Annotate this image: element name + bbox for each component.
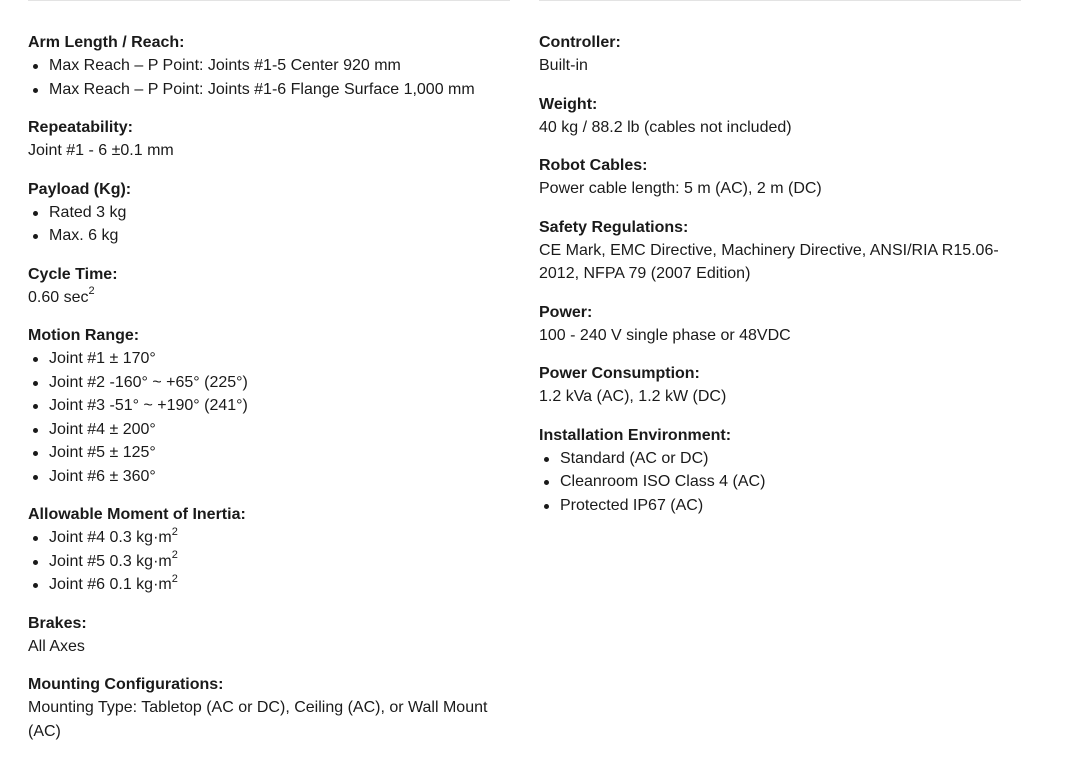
superscript: 2	[171, 549, 178, 562]
top-divider	[28, 0, 510, 1]
spec-robot-cables	[539, 154, 1021, 201]
superscript: 2	[171, 525, 178, 538]
list-item: Joint #1 ± 170°	[28, 347, 510, 371]
inertia-value: Joint #6 0.1 kg·m	[49, 576, 172, 593]
spec-list	[28, 347, 510, 488]
spec-value: Built-in	[539, 57, 588, 74]
spec-payload	[28, 178, 510, 248]
list-item: Joint #5 ± 125°	[28, 441, 510, 465]
list-item: Joint #2 -160° ~ +65° (225°)	[28, 371, 510, 395]
list-item: Max Reach – P Point: Joints #1-6 Flange Surface 1,000 mm	[28, 78, 510, 102]
inertia-value: Joint #5 0.3 kg·m	[49, 552, 172, 570]
list-item: Standard (AC or DC)	[539, 447, 1021, 471]
cycle-time-value: 0.60 sec	[28, 288, 89, 306]
list-item: Rated 3 kg	[28, 201, 510, 225]
spec-moment-of-inertia	[28, 503, 510, 597]
spec-title: Power:	[539, 303, 593, 321]
spec-title: Safety Regulations:	[539, 218, 689, 236]
list-item	[28, 550, 510, 574]
spec-value: Power cable length: 5 m (AC), 2 m (DC)	[539, 180, 822, 197]
spec-power-consumption	[539, 362, 1021, 409]
spec-title: Weight:	[539, 95, 598, 113]
list-item	[28, 573, 510, 597]
spec-title: Power Consumption:	[539, 365, 700, 382]
spec-value: Mounting Type: Tabletop (AC or DC), Ceiling (AC), or Wall Mount (AC)	[28, 699, 488, 740]
spec-title: Repeatability:	[28, 119, 133, 136]
spec-list	[28, 526, 510, 597]
list-item: Joint #3 -51° ~ +190° (241°)	[28, 394, 510, 418]
spec-list	[539, 447, 1021, 518]
list-item: Protected IP67 (AC)	[539, 494, 1021, 518]
spec-title: Installation Environment:	[539, 426, 732, 444]
spec-repeatability	[28, 116, 510, 163]
spec-power	[539, 301, 1021, 348]
spec-value	[28, 286, 510, 310]
footnote-marker: 2	[88, 285, 95, 298]
spec-value: 100 - 240 V single phase or 48VDC	[539, 326, 791, 344]
left-column	[28, 0, 510, 758]
spec-title: Motion Range:	[28, 327, 140, 344]
spec-value: All Axes	[28, 637, 85, 655]
spec-value: 40 kg / 88.2 lb (cables not included)	[539, 118, 792, 136]
right-column	[539, 0, 1021, 532]
superscript: 2	[171, 572, 178, 585]
spec-title: Brakes:	[28, 614, 87, 632]
spec-controller	[539, 31, 1021, 78]
spec-safety-regulations	[539, 216, 1021, 286]
spec-cycle-time	[28, 263, 510, 310]
spec-mounting	[28, 673, 510, 743]
spec-title: Cycle Time:	[28, 265, 118, 283]
spec-title: Payload (Kg):	[28, 180, 132, 198]
list-item: Cleanroom ISO Class 4 (AC)	[539, 470, 1021, 494]
spec-title: Mounting Configurations:	[28, 676, 224, 693]
spec-list	[28, 201, 510, 248]
list-item: Joint #4 ± 200°	[28, 418, 510, 442]
spec-value: CE Mark, EMC Directive, Machinery Directive, ANSI/RIA R15.06-2012, NFPA 79 (2007 Edition)	[539, 241, 999, 282]
top-divider	[539, 0, 1021, 1]
spec-arm-length	[28, 31, 510, 101]
spec-title: Arm Length / Reach:	[28, 34, 185, 51]
list-item: Max. 6 kg	[28, 224, 510, 248]
list-item	[28, 526, 510, 550]
spec-brakes	[28, 612, 510, 659]
spec-value: Joint #1 - 6 ±0.1 mm	[28, 142, 174, 159]
spec-installation-environment	[539, 424, 1021, 518]
inertia-value: Joint #4 0.3 kg·m	[49, 529, 172, 546]
spec-weight	[539, 93, 1021, 140]
list-item: Joint #6 ± 360°	[28, 465, 510, 489]
spec-motion-range	[28, 324, 510, 488]
spec-value: 1.2 kVa (AC), 1.2 kW (DC)	[539, 388, 727, 405]
spec-title: Controller:	[539, 34, 621, 51]
spec-title: Robot Cables:	[539, 157, 648, 174]
spec-list	[28, 54, 510, 101]
spec-title: Allowable Moment of Inertia:	[28, 506, 246, 523]
list-item: Max Reach – P Point: Joints #1-5 Center 920 mm	[28, 54, 510, 78]
